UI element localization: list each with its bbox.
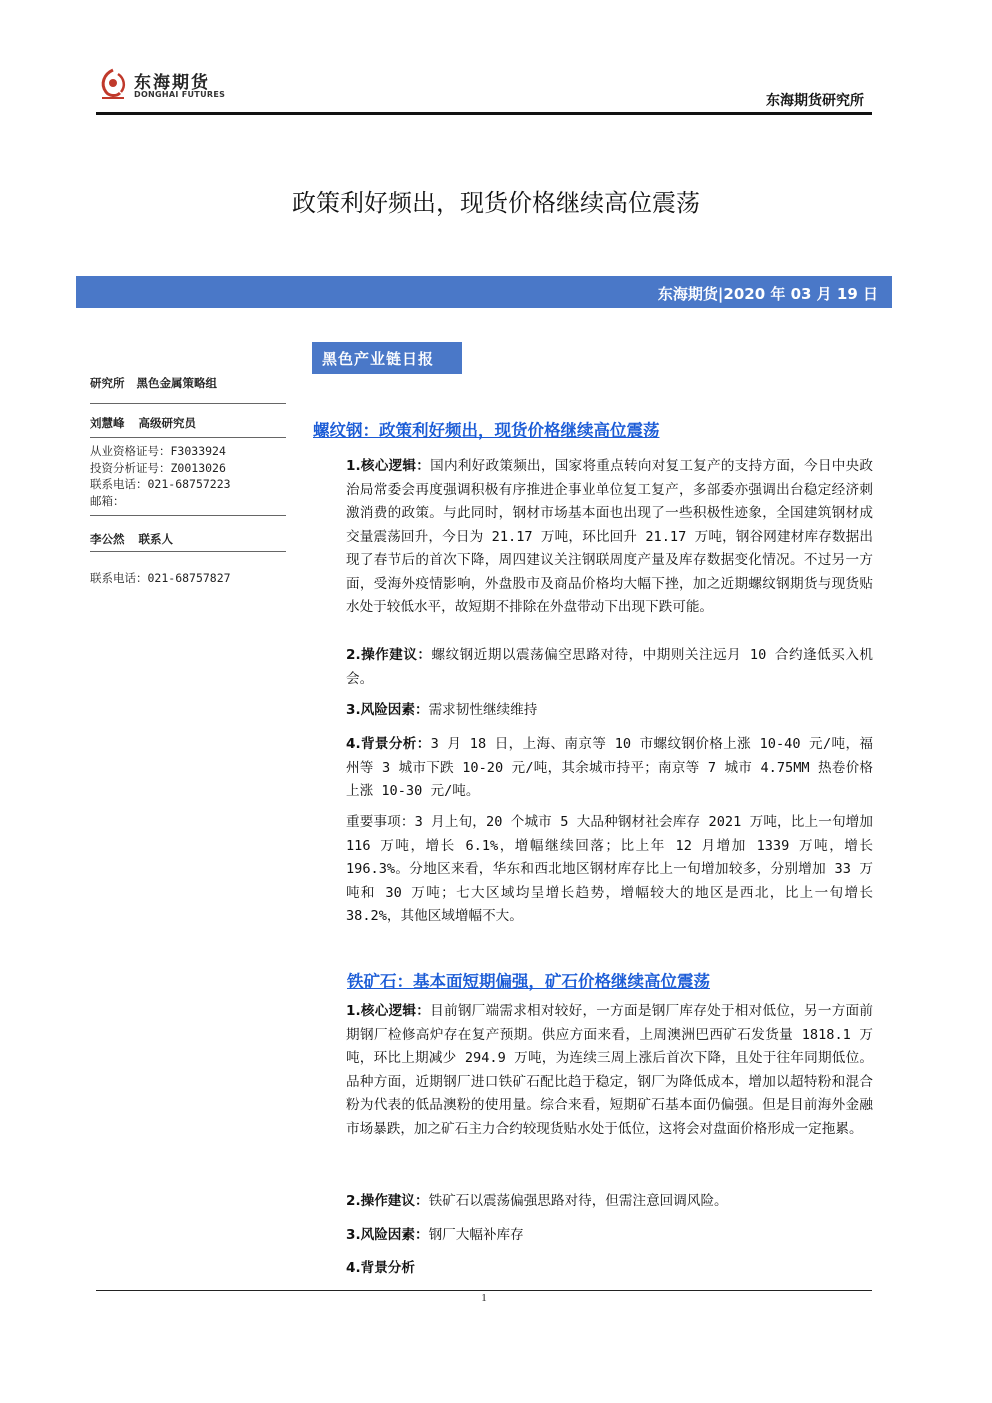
analyst-1-header xyxy=(90,415,210,431)
iron-bg-label: 4.背景分析 xyxy=(346,1260,415,1276)
analyst-1-role: 高级研究员 xyxy=(138,416,196,430)
analyst-1-name: 刘慧峰 xyxy=(90,416,125,430)
analyst-1-qualification: 从业资格证号：F3033924 xyxy=(90,444,226,458)
company-logo xyxy=(96,66,236,106)
analyst-2-header xyxy=(90,531,187,547)
rebar-risk-text: 需求韧性继续维持 xyxy=(428,702,538,718)
rebar-background xyxy=(313,733,873,804)
iron-background xyxy=(313,1257,873,1281)
iron-risk xyxy=(313,1224,873,1248)
rebar-core-text: 国内利好政策频出，国家将重点转向对复工复产的支持方面，今日中央政治局常委会再度强调积极有序推进企事业单位复工复产，多部委亦强调出台稳定经济刺激消费的政策。与此同时，钢材市场基本面也出现了一些积极性迹象，全国建筑钢材成交量震荡回升，今日为 21.17 万吨，环比回升 21.17 万吨，钢谷网建材库存数据出现了春节后的首次下降，周四建议关注钢联周度产量及库存数据变化情况。不过另一方面，受海外疫情影响，外盘股市及商品价格均大幅下挫，加之近期螺纹钢期货与现货贴水处于较低水平，故短期不排除在外盘带动下出现下跌可能。 xyxy=(346,458,874,615)
analyst-2-info xyxy=(90,570,231,587)
rebar-op-text: 螺纹钢近期以震荡偏空思路对待，中期则关注远月 10 合约逢低买入机会。 xyxy=(346,647,873,687)
logo-emblem-icon xyxy=(96,66,130,104)
sidebar-divider xyxy=(90,437,286,438)
sidebar-dept xyxy=(90,375,229,391)
iron-op-label: 2.操作建议： xyxy=(346,1193,429,1209)
institute-name: 东海期货研究所 xyxy=(766,93,864,109)
iron-core-text: 目前钢厂端需求相对较好，一方面是钢厂库存处于相对低位，另一方面前期钢厂检修高炉存在复产预期。供应方面来看，上周澳洲巴西矿石发货量 1818.1 万吨，环比上期减少 294.9 万吨，为连续三周上涨后首次下降，且处于往年同期低位。品种方面，近期钢厂进口铁矿石配比趋于稳定，钢厂为降低成本，增加以超特粉和混合粉为代表的低品澳粉的使用量。综合来看，短期矿石基本面仍偏强。但是目前海外金融市场暴跌，加之矿石主力合约较现货贴水处于低位，这将会对盘面价格形成一定拖累。 xyxy=(346,1003,874,1137)
iron-operation xyxy=(313,1190,873,1214)
analyst-2-name: 李公然 xyxy=(90,532,125,546)
date-bar xyxy=(76,276,892,308)
analyst-1-phone: 联系电话：021-68757223 xyxy=(90,477,231,491)
rebar-operation xyxy=(313,644,873,691)
date-text: 东海期货|2020 年 03 月 19 日 xyxy=(657,285,878,303)
logo-text-cn: 东海期货 xyxy=(134,73,210,93)
header-divider xyxy=(96,112,872,115)
iron-core-label: 1.核心逻辑： xyxy=(346,1003,431,1019)
analyst-2-role: 联系人 xyxy=(138,532,173,546)
rebar-risk xyxy=(313,699,873,723)
rebar-core-logic xyxy=(313,455,873,620)
iron-risk-label: 3.风险因素： xyxy=(346,1227,429,1243)
sidebar-divider xyxy=(90,515,286,516)
analyst-2-phone: 联系电话：021-68757827 xyxy=(90,571,231,585)
rebar-risk-label: 3.风险因素： xyxy=(346,702,429,718)
iron-risk-text: 钢厂大幅补库存 xyxy=(428,1227,524,1243)
analyst-1-info xyxy=(90,443,231,509)
analyst-1-invest-cert: 投资分析证号：Z0013026 xyxy=(90,460,226,475)
rebar-bg-label: 4.背景分析： xyxy=(346,736,431,752)
footer-divider xyxy=(96,1290,872,1291)
sidebar-divider xyxy=(90,403,286,404)
rebar-op-label: 2.操作建议： xyxy=(346,647,432,663)
iron-op-text: 铁矿石以震荡偏强思路对待，但需注意回调风险。 xyxy=(428,1193,728,1209)
analyst-1-email: 邮箱： xyxy=(90,493,125,508)
section-title-rebar[interactable]: 螺纹钢：政策利好频出，现货价格继续高位震荡 xyxy=(313,421,660,440)
page-title: 政策利好频出，现货价格继续高位震荡 xyxy=(292,189,700,217)
report-type-tag: 黑色产业链日报 xyxy=(312,342,462,374)
dept-name: 研究所 xyxy=(90,376,125,390)
rebar-important-events: 重要事项：3 月上旬，20 个城市 5 大品种钢材社会库存 2021 万吨，比上一旬增加 116 万吨，增长 6.1%，增幅继续回落；比上年 12 月增加 1339 万吨，增长 196.3%。分地区来看，华东和西北地区钢材库存比上一旬增加较多，分别增加 33 万吨和 30 万吨；七大区域均呈增长趋势，增幅较大的地区是西北，比上一旬增长 38.2%，其他区域增幅不大。 xyxy=(346,814,873,924)
iron-core-logic xyxy=(313,1000,873,1141)
page-number: 1 xyxy=(481,1292,487,1304)
rebar-bg-text: 3 月 18 日，上海、南京等 10 市螺纹钢价格上涨 10-40 元/吨，福州等 3 城市下跌 10-20 元/吨，其余城市持平；南京等 7 城市 4.75MM 热卷价格上涨 10-30 元/吨。 xyxy=(346,736,873,799)
logo-text-en: DONGHAI FUTURES xyxy=(134,90,226,99)
rebar-core-label: 1.核心逻辑： xyxy=(346,458,431,474)
dept-group: 黑色金属策略组 xyxy=(136,376,217,390)
sidebar-divider xyxy=(90,551,286,552)
section-title-iron-ore[interactable]: 铁矿石：基本面短期偏强，矿石价格继续高位震荡 xyxy=(347,972,710,991)
